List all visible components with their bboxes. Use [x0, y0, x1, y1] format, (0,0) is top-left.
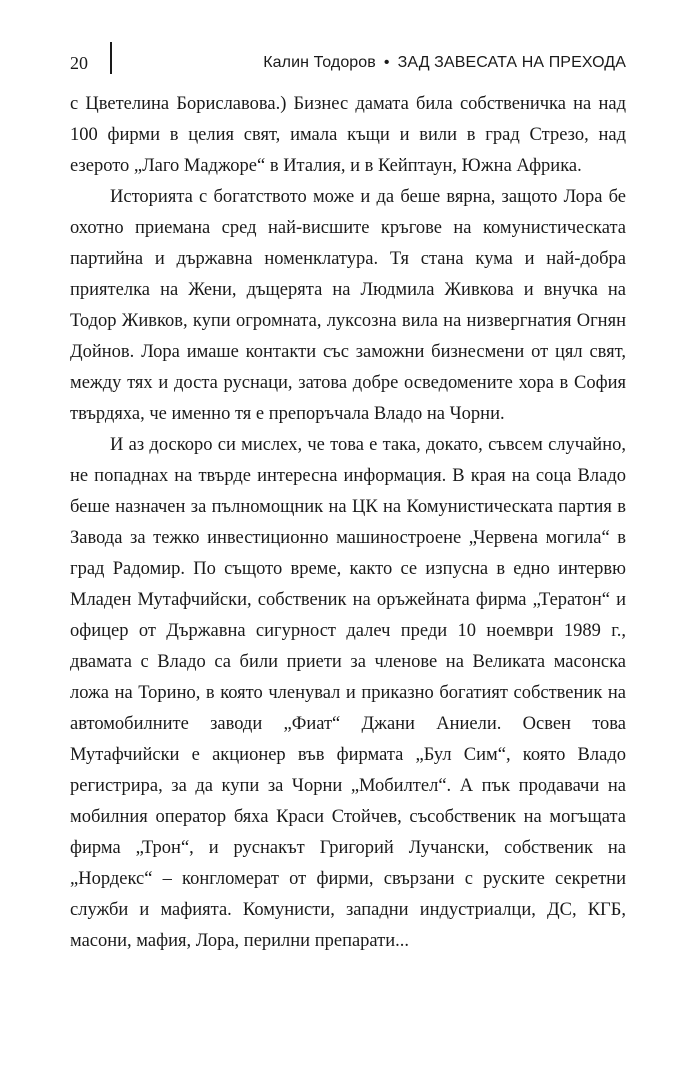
- running-head: [263, 52, 626, 74]
- bullet-separator: •: [383, 54, 390, 71]
- paragraph: Историята с богатството може и да беше вярна, защото Лора бе охотно приемана сред най-висшите кръгове на комунистическата партийна и държавна номенклатура. Тя стана кума и най-добра приятелка на Жени, дъщерята на Людмила Живкова и внучка на Тодор Живков, купи огромната, луксозна вила на низвергнатия Огнян Дойнов. Лора имаше контакти със заможни бизнесмени от цял свят, между тях и доста руснаци, затова добре осведомените хора в София твърдяха, че именно тя е препоръчала Владо на Чорни.: [70, 187, 626, 424]
- running-header: [70, 40, 626, 76]
- book-title: ЗАД ЗАВЕСАТА НА ПРЕХОДА: [397, 54, 626, 71]
- header-divider: [110, 42, 112, 74]
- paragraph-continuation: с Цветелина Бориславова.) Бизнес дамата била собственичка на над 100 фирми в целия свят, имала къщи и вили в град Стрезо, над езерото „Лаго Маджоре“ в Италия, и в Кейптаун, Южна Африка.: [70, 94, 626, 176]
- paragraph: И аз доскоро си мислех, че това е така, докато, съвсем случайно, не попаднах на твърде интересна информация. В края на соца Владо беше назначен за пълномощник на ЦК на Комунистическата партия в Завода за тежко инвестиционно машиностроене „Червена могила“ в град Радомир. По същото време, както се изпусна в едно интервю Младен Мутафчийски, собственик на оръжейната фирма „Тератон“ и офицер от Държавна сигурност далеч преди 10 ноември 1989 г., двамата с Владо са били приети за членове на Великата масонска ложа на Торино, в която членувал и приказно богатият собственик на автомобилните заводи „Фиат“ Джани Аниели. Освен това Мутафчийски е акционер във фирмата „Бул Сим“, която Владо регистрира, за да купи за Чорни „Мобилтел“. А пък продавачи на мобилния оператор бяха Краси Стойчев, съсобственик на могъщата фирма „Трон“, и руснакът Григорий Лучански, собственик на „Нордекс“ – конгломерат от фирми, свързани с руските секретни служби и мафията. Комунисти, западни индустриалци, ДС, КГБ, масони, мафия, Лора, перилни препарати...: [70, 435, 626, 951]
- body-text: [70, 89, 626, 957]
- author-name: Калин Тодоров: [263, 54, 376, 71]
- page-number: 20: [70, 53, 88, 73]
